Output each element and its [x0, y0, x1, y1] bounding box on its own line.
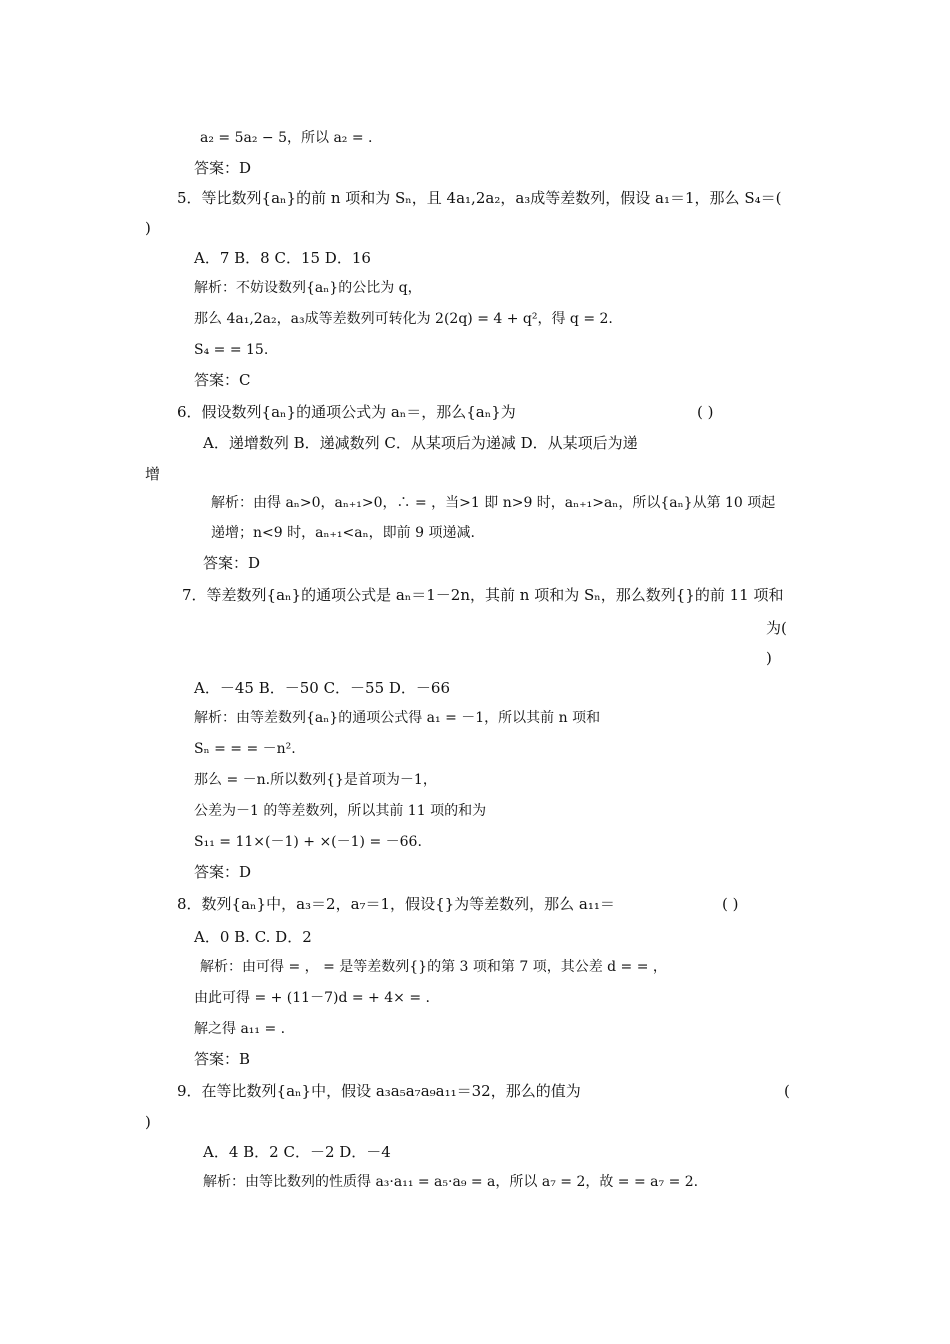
q8-question: 8．数列{aₙ}中，a₃＝2，a₇＝1，假设{}为等差数列，那么 a₁₁＝	[177, 895, 615, 913]
q9-solution-line: 解析：由等比数列的性质得 a₃·a₁₁ = a₅·a₉ = a，所以 a₇ = 2，故 = = a₇ = 2.	[203, 1174, 699, 1190]
q7-solution-line: S₁₁ = 11×(－1) + ×(－1) = －66.	[194, 834, 422, 850]
q4-answer: 答案：D	[194, 159, 252, 177]
q9-question: 9．在等比数列{aₙ}中，假设 a₃a₅a₇a₉a₁₁＝32，那么的值为	[177, 1082, 581, 1100]
q7-question: 7．等差数列{aₙ}的通项公式是 aₙ＝1－2n，其前 n 项和为 Sₙ，那么数列{}的前 11 项和	[182, 586, 784, 604]
q9-answer-blank: (	[784, 1082, 790, 1100]
q7-options: A．－45 B．－50 C．－55 D．－66	[194, 679, 451, 697]
q6-solution-line: 递增；n<9 时，aₙ₊₁<aₙ，即前 9 项递减.	[211, 525, 475, 541]
q7-solution-line: 公差为－1 的等差数列，所以其前 11 项的和为	[194, 803, 487, 819]
q8-solution-line: 解之得 a₁₁ = .	[194, 1021, 286, 1037]
q6-solution-line: 解析：由得 aₙ>0，aₙ₊₁>0，∴ = ，当>1 即 n>9 时，aₙ₊₁>aₙ，所以{aₙ}从第 10 项起	[211, 495, 776, 511]
q5-options: A．7 B．8 C．15 D．16	[194, 249, 371, 267]
q8-solution-line: 由此可得 = + (11－7)d = + 4× = .	[194, 990, 430, 1006]
q5-question: 5．等比数列{aₙ}的前 n 项和为 Sₙ，且 4a₁,2a₂，a₃成等差数列，假设 a₁＝1，那么 S₄＝(	[177, 189, 782, 207]
q6-options: A．递增数列 B．递减数列 C．从某项后为递减 D．从某项后为递	[203, 434, 638, 452]
q5-solution-line: S₄ = = 15.	[194, 342, 269, 358]
q9-options: A．4 B．2 C．－2 D．－4	[203, 1143, 391, 1161]
q5-solution-line: 那么 4a₁,2a₂，a₃成等差数列可转化为 2(2q) = 4 + q²，得 q = 2.	[194, 311, 613, 327]
q5-answer: 答案：C	[194, 371, 251, 389]
q7-question-cont: )	[766, 649, 772, 667]
q7-solution-line: 解析：由等差数列{aₙ}的通项公式得 a₁ = －1，所以其前 n 项和	[194, 710, 601, 726]
q9-question-cont: )	[145, 1113, 151, 1131]
q8-answer-blank: ( )	[722, 895, 739, 913]
q7-solution-line: Sₙ = = = －n².	[194, 741, 296, 757]
q6-options-cont: 增	[145, 465, 161, 483]
q6-answer-blank: ( )	[697, 403, 714, 421]
q8-options: A．0 B. C. D．2	[194, 928, 312, 946]
q8-solution-line: 解析：由可得 = ， = 是等差数列{}的第 3 项和第 7 项，其公差 d = = ，	[200, 959, 667, 975]
q4-solution-line: a₂ = 5a₂ − 5，所以 a₂ = .	[200, 130, 373, 146]
q5-solution-line: 解析：不妨设数列{aₙ}的公比为 q，	[194, 280, 422, 296]
q7-solution-line: 那么 = －n.所以数列{}是首项为－1，	[194, 772, 437, 788]
q5-question-cont: )	[145, 219, 151, 237]
q8-answer: 答案：B	[194, 1050, 251, 1068]
q6-answer: 答案：D	[203, 554, 261, 572]
q7-question-cont: 为(	[766, 619, 787, 637]
q6-question: 6．假设数列{aₙ}的通项公式为 aₙ＝，那么{aₙ}为	[177, 403, 516, 421]
q7-answer: 答案：D	[194, 863, 252, 881]
